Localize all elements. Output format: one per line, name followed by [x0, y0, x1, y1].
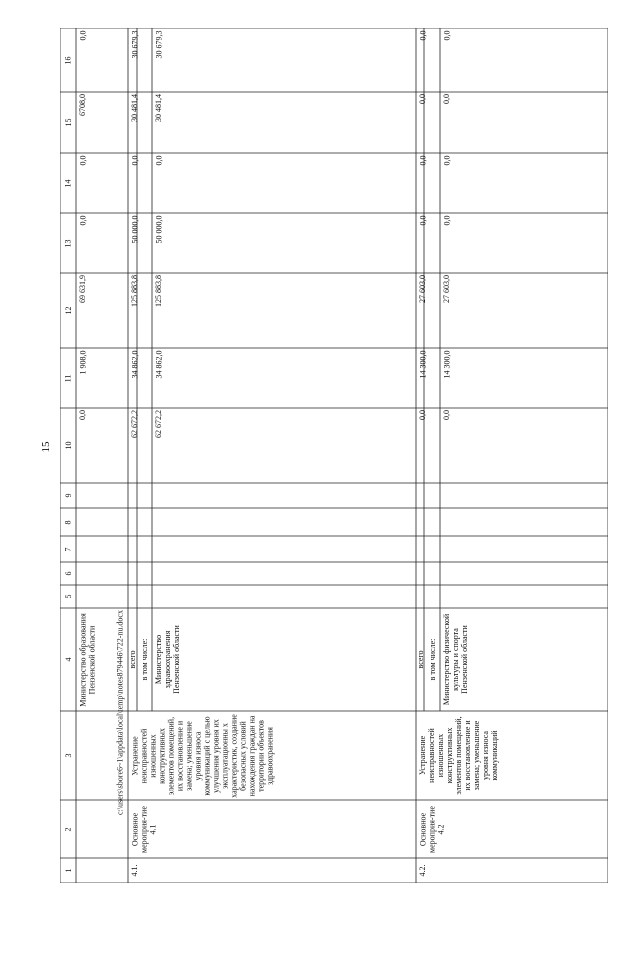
column-number-16-text: 16: [63, 56, 73, 64]
row-4-1-executor-text: Министерство здравоохранения Пензенской области: [154, 625, 181, 694]
row-4-2-total-label: [416, 608, 424, 711]
row-4-1-number-text: 4.1.: [130, 864, 139, 877]
row-4-2-type: [416, 800, 608, 858]
row-4-2-executor-col13-text: 0,0: [442, 215, 451, 225]
row-4-2-total-col10: [416, 408, 427, 483]
column-number-11-text: 11: [63, 374, 73, 382]
top-row-col11: [76, 348, 128, 408]
row-4-1-total-col11: [128, 348, 137, 408]
top-row-col10: [76, 408, 128, 483]
row-4-1-total-col11-text: 34 862,0: [130, 350, 139, 378]
row-4-2-total-col10-text: 0,0: [418, 410, 427, 420]
column-number-8: [60, 508, 76, 536]
top-row-col14: [76, 153, 128, 213]
top-row-col13: [76, 213, 128, 273]
column-number-12: [60, 273, 76, 348]
column-number-9-text: 9: [63, 493, 73, 498]
row-4-2-description-text: Устранение неисправностей изношенных конструктивных элементов помещений, их восстановление и замена; уменьшение уровня износа коммуникаций: [418, 716, 499, 795]
row-4-1-incl-label-text: в том числе:: [140, 638, 149, 681]
top-row-col14-text: 0,0: [78, 155, 87, 165]
row-4-1-executor-col10: [152, 408, 416, 483]
row-4-1-number: [128, 858, 416, 883]
row-4-2-total-col11-text: 14 300,0: [418, 350, 427, 378]
row-4-1-total-col15-text: 30 481,4: [130, 94, 139, 122]
row-4-1-executor-col11: [152, 348, 416, 408]
row-4-2-executor-col12: [440, 273, 608, 348]
column-number-7: [60, 536, 76, 562]
row-4-1-type-text: Основное мероприя-тие 4.1: [130, 805, 157, 853]
row-4-2-executor-col10-text: 0,0: [442, 410, 451, 420]
row-4-1-executor-col12-text: 125 883,8: [154, 275, 163, 307]
column-number-6: [60, 562, 76, 585]
row-4-2-total-col13-text: 0,0: [418, 215, 427, 225]
column-number-15-text: 15: [63, 118, 73, 127]
row-4-2-total-col12: [416, 273, 427, 348]
row-4-1-executor-col13: [152, 213, 416, 273]
column-number-14: [60, 153, 76, 213]
row-4-2-total-col14: [416, 153, 427, 213]
column-number-1-text: 1: [63, 868, 73, 873]
row-4-1-total-label: [128, 608, 137, 711]
row-4-1-executor-col16: [152, 28, 416, 92]
column-number-9: [60, 483, 76, 508]
row-4-1-incl-label: [137, 608, 152, 711]
row-4-1-total-col12: [128, 273, 137, 348]
column-number-15: [60, 92, 76, 153]
column-number-4: [60, 608, 76, 711]
footer-file-path: c:\users\sbore6~1\appdata\local\temp\notes879446\722-nu.docx: [115, 610, 125, 815]
row-4-2-description: [416, 711, 608, 800]
row-4-1-executor-col16-text: 30 679,3: [154, 30, 163, 58]
row-4-1-executor-col15: [152, 92, 416, 153]
row-4-2-executor-col16-text: 0,0: [442, 30, 451, 40]
row-4-1-executor: [152, 608, 416, 711]
row-4-2-number-text: 4.2.: [418, 864, 427, 877]
row-4-2-executor-col11: [440, 348, 608, 408]
row-4-2-total-col11: [416, 348, 427, 408]
column-number-2-text: 2: [63, 827, 73, 831]
column-number-10: [60, 408, 76, 483]
column-number-2: [60, 800, 76, 858]
column-number-16: [60, 28, 76, 92]
top-row-col15: [76, 92, 128, 153]
column-number-8-text: 8: [63, 520, 73, 524]
page-number: 15: [40, 441, 52, 453]
column-number-13: [60, 213, 76, 273]
row-4-2-executor-col13: [440, 213, 608, 273]
row-4-1-executor-col11-text: 34 862,0: [154, 350, 163, 378]
row-4-1-executor-col15-text: 30 481,4: [154, 94, 163, 122]
row-4-2-total-col13: [416, 213, 427, 273]
data-table: [60, 28, 608, 883]
column-number-5: [60, 585, 76, 608]
row-4-2-executor-text: Министерство физической культуры и спорта Пензенской области: [442, 613, 469, 706]
row-4-1-executor-col10-text: 62 672,2: [154, 410, 163, 438]
row-4-1-total-col16: [128, 28, 137, 92]
row-4-2-executor-col10: [440, 408, 608, 483]
row-4-1-total-col13: [128, 213, 137, 273]
row-4-2-type-text: Основное мероприя-тие 4.2: [418, 805, 445, 853]
top-row-col16-text: 0,0: [78, 30, 87, 40]
column-number-7-text: 7: [63, 547, 73, 551]
row-4-1-description-text: Устранение неисправностей изношенных конструктивных элементов помещений, их восстановление и замена; уменьшение уровня износа коммуникаций с целью улучшения уровня их эксплуатационны х характеристик, создание безопасных условий нахождения граждан на территории объектов здравоохранения: [130, 713, 274, 798]
row-4-2-executor: [440, 608, 608, 711]
top-row-executor-text: Министерство образования Пензенской области: [78, 612, 96, 707]
column-number-12-text: 12: [63, 306, 73, 315]
row-4-2-executor-col15: [440, 92, 608, 153]
row-4-1-total-label-text: всего: [128, 650, 137, 669]
column-number-11: [60, 348, 76, 408]
top-row-col10-text: 0,0: [78, 410, 87, 420]
top-row-col12: [76, 273, 128, 348]
row-4-1-executor-col12: [152, 273, 416, 348]
row-4-1-total-col10: [128, 408, 137, 483]
column-number-5-text: 5: [63, 594, 73, 599]
top-row-col12-text: 69 631,9: [78, 275, 87, 303]
row-4-2-total-col16-text: 0,0: [418, 30, 427, 40]
column-number-6-text: 6: [63, 571, 73, 576]
row-4-1-total-col12-text: 125 883,8: [130, 275, 139, 307]
top-row-col15-text: 6708,0: [78, 94, 87, 116]
top-row-col11-text: 1 908,0: [78, 350, 87, 374]
top-row-col13-text: 0,0: [78, 215, 87, 225]
row-4-2-total-col12-text: 27 603,0: [418, 275, 427, 303]
row-4-1-executor-col13-text: 50 000,0: [154, 215, 163, 243]
row-4-1-total-col15: [128, 92, 137, 153]
row-4-1-total-col13-text: 50 000,0: [130, 215, 139, 243]
row-4-2-executor-col14: [440, 153, 608, 213]
row-4-2-total-col15: [416, 92, 427, 153]
row-4-2-executor-col14-text: 0,0: [442, 155, 451, 165]
row-4-1-executor-col14-text: 0,0: [154, 155, 163, 165]
row-4-2-executor-col11-text: 14 300,0: [442, 350, 451, 378]
row-4-2-executor-col15-text: 0,0: [442, 94, 451, 104]
column-number-4-text: 4: [63, 657, 73, 662]
row-4-2-total-col14-text: 0,0: [418, 155, 427, 165]
row-4-2-incl-label: [424, 608, 440, 711]
top-row-executor: [76, 608, 128, 711]
row-4-1-total-col10-text: 62 672,2: [130, 410, 139, 438]
row-4-2-number: [416, 858, 608, 883]
row-4-2-total-label-text: всего: [415, 650, 425, 669]
column-number-13-text: 13: [63, 239, 73, 247]
row-4-2-executor-col12-text: 27 603,0: [442, 275, 451, 303]
row-4-1-executor-col14: [152, 153, 416, 213]
row-4-2-total-col15-text: 0,0: [418, 94, 427, 104]
column-number-3: [60, 711, 76, 800]
row-4-1-total-col14-text: 0,0: [130, 155, 139, 165]
column-number-1: [60, 858, 76, 883]
row-4-2-executor-col16: [440, 28, 608, 92]
column-number-10-text: 10: [63, 441, 73, 450]
row-4-2-total-col16: [416, 28, 427, 92]
top-row-col16: [76, 28, 128, 92]
row-4-1-total-col14: [128, 153, 137, 213]
row-4-1-total-col16-text: 30 679,3: [130, 30, 139, 58]
row-4-1-description: [128, 711, 416, 800]
column-number-14-text: 14: [63, 179, 73, 187]
row-4-2-incl-label-text: в том числе:: [427, 638, 437, 681]
column-number-3-text: 3: [63, 753, 73, 758]
row-4-1-type: [128, 800, 416, 858]
